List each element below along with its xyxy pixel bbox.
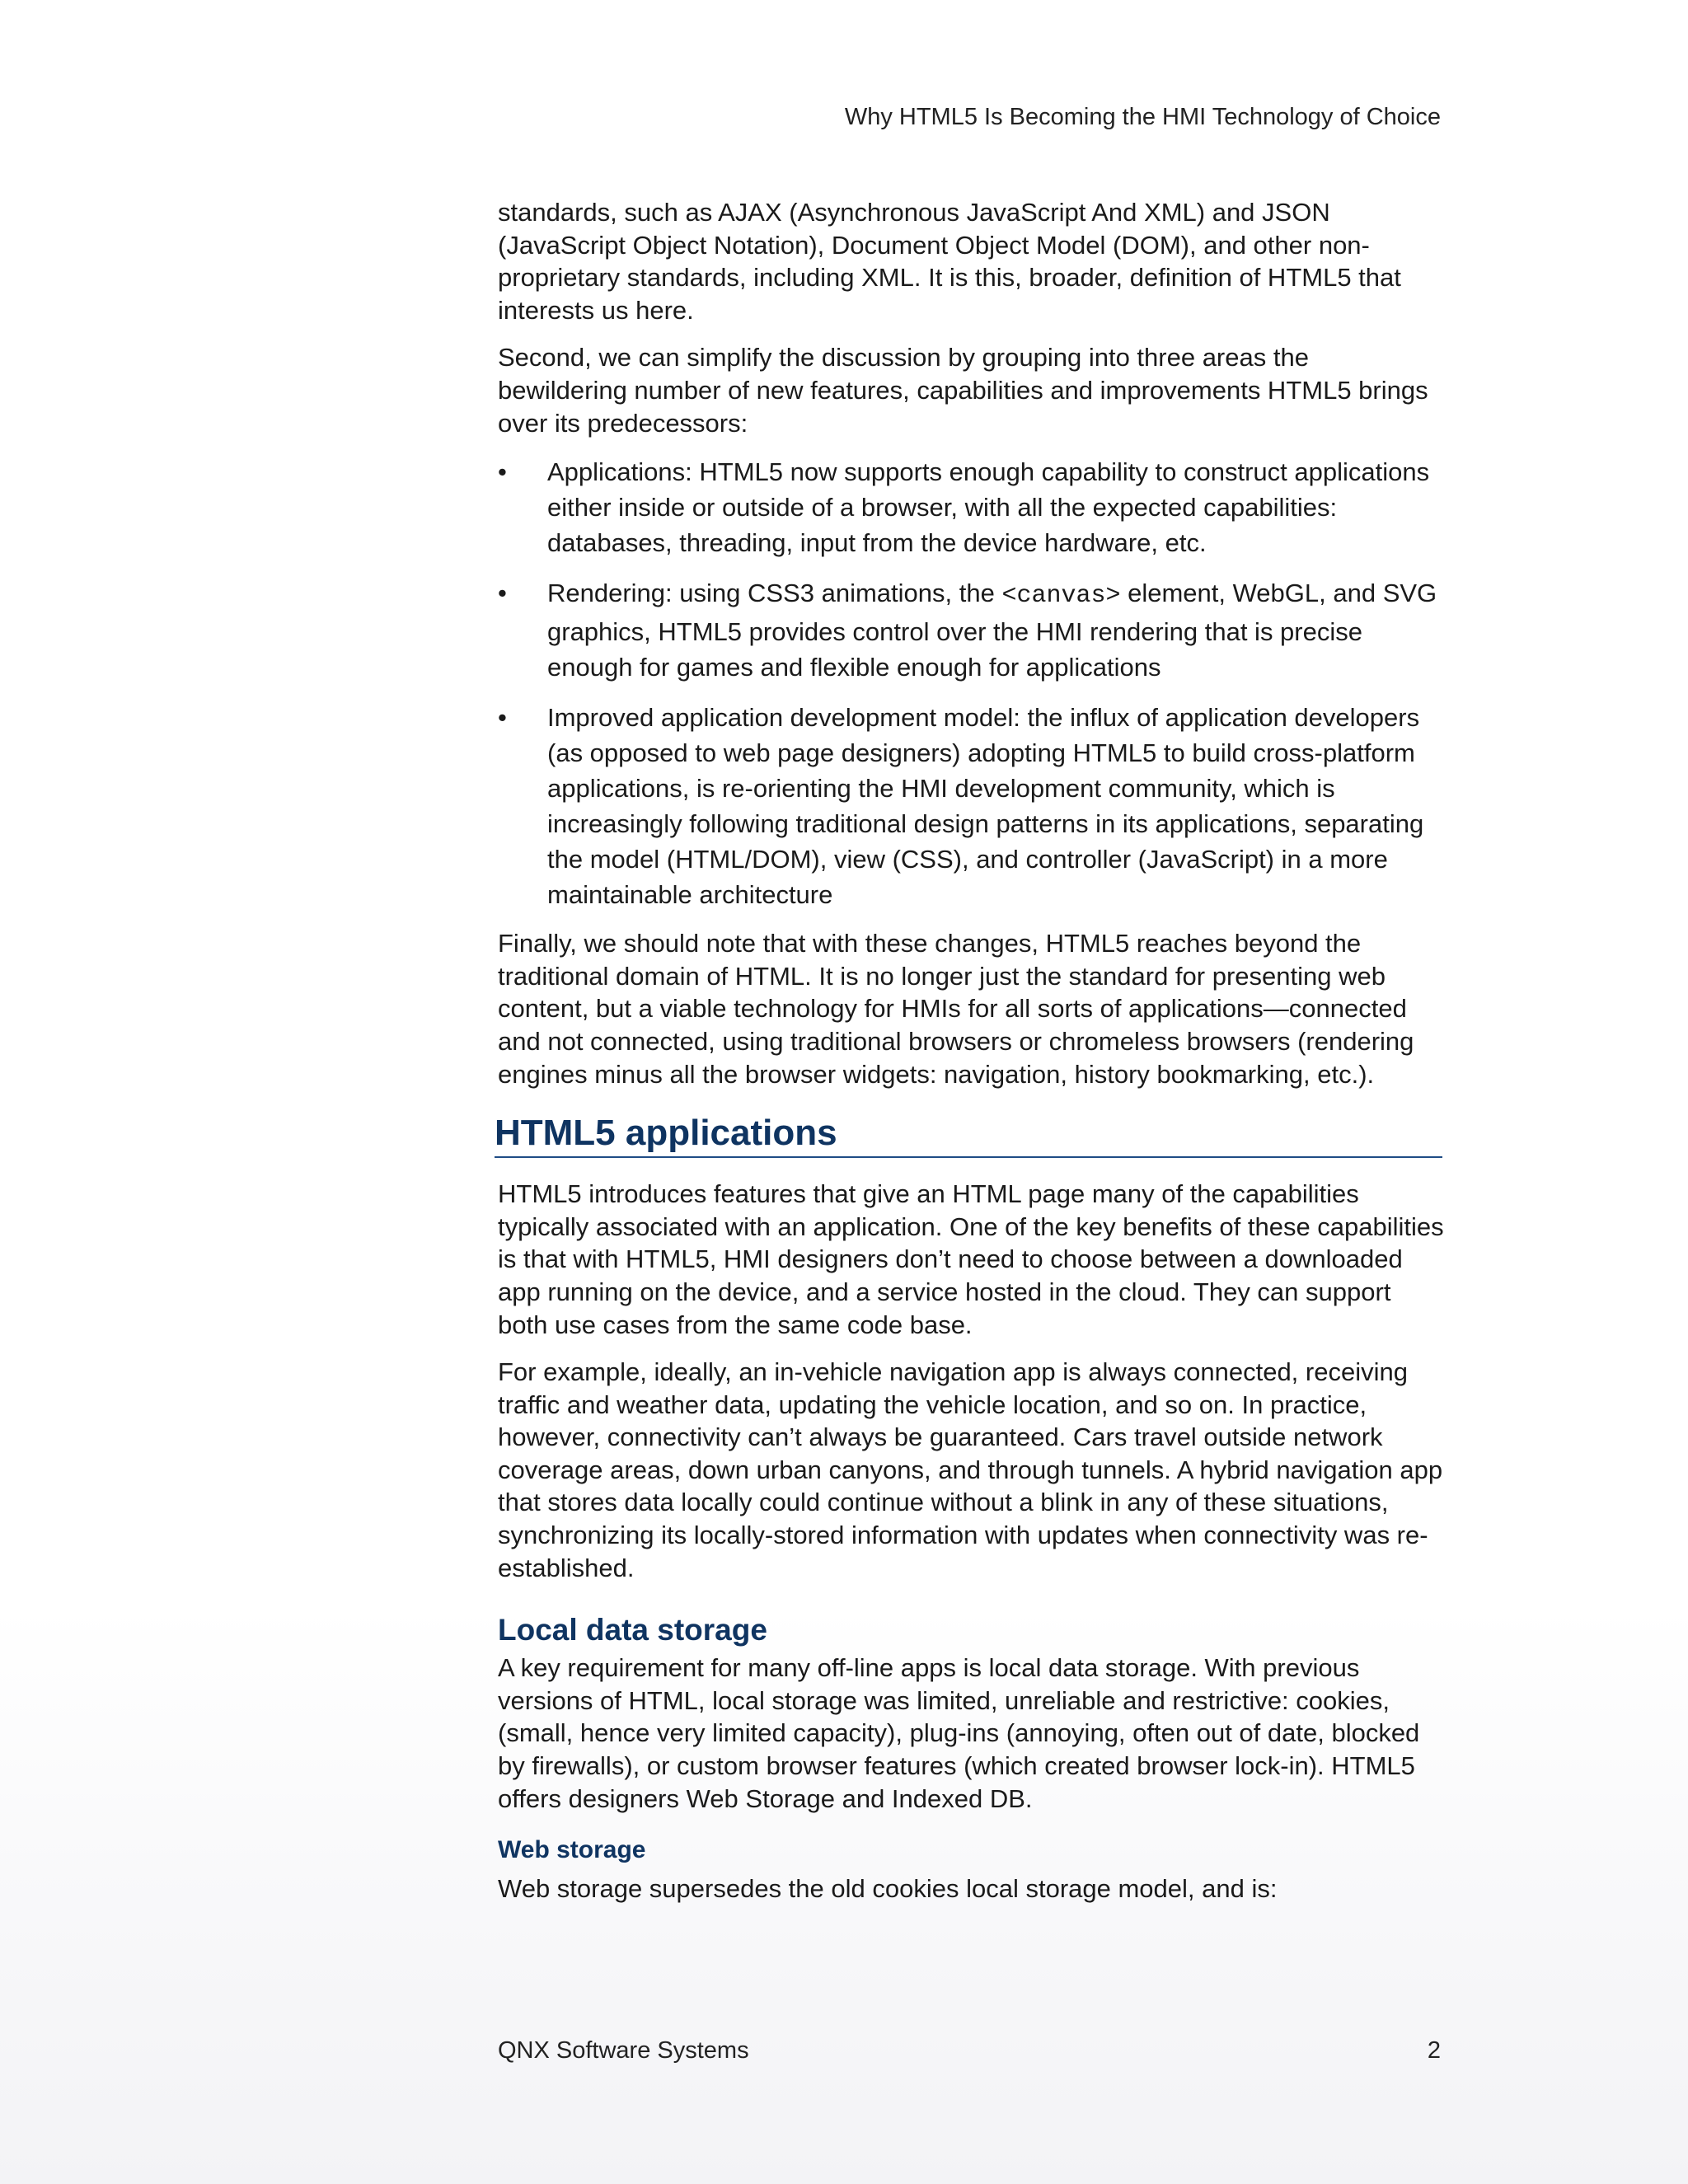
heading-web-storage: Web storage [498, 1836, 646, 1864]
list-item-applications [498, 454, 1444, 560]
paragraph-standards: standards, such as AJAX (Asynchronous JavaScript And XML) and JSON (JavaScript Object Notation), Document Object Model (DOM), and other non-proprietary standards, including XML. It is this, broader, definition of HTML5 that interests us here. [498, 198, 1401, 325]
canvas-code: <canvas> [1001, 582, 1121, 611]
paragraph-three-areas: Second, we can simplify the discussion by grouping into three areas the bewildering number of new features, capabilities and improvements HTML5 brings over its predecessors: [498, 343, 1428, 438]
paragraph-finally: Finally, we should note that with these changes, HTML5 reaches beyond the traditional domain of HTML. It is no longer just the standard for presenting web content, but a viable technology for HMIs for all sorts of applications—connected and not connected, using traditional browsers or chromeless browsers (rendering engines minus all the browser widgets: navigation, history bookmarking, etc.). [498, 929, 1414, 1089]
heading-local-data-storage: Local data storage [498, 1613, 767, 1647]
heading-html5-applications: HTML5 applications [495, 1112, 1442, 1158]
paragraph-web-storage: Web storage supersedes the old cookies local storage model, and is: [498, 1874, 1278, 1904]
paragraph-navigation-example: For example, ideally, an in-vehicle navigation app is always connected, receiving traffic and weather data, updating the vehicle location, and so on. In practice, however, connectivity can’t always be guaranteed. Cars travel outside network coverage areas, down urban canyons, and through tunnels. A hybrid navigation app that stores data locally could continue without a blink in any of these situations, synchronizing its locally-stored information with updates when connectivity was re-established. [498, 1357, 1443, 1582]
list-item-rendering [498, 575, 1444, 685]
bullet-icon: • [498, 457, 507, 487]
list-item-text-start: Rendering: using CSS3 animations, the [547, 579, 1002, 608]
paragraph-local-storage: A key requirement for many off-line apps is local data storage. With previous versions of HTML, local storage was limited, unreliable and restrictive: cookies, (small, hence very limited capacity), plug-ins (annoying, often out of date, blocked by firewalls), or custom browser features (which created browser lock-in). HTML5 offers designers Web Storage and Indexed DB. [498, 1653, 1420, 1813]
body-content [495, 196, 1444, 1920]
list-item-text: Improved application development model: the influx of application developers (as opposed to web page designers) adopting HTML5 to build cross-platform applications, is re-orienting the HMI development community, which is increasingly following traditional design patterns in its applications, separating the model (HTML/DOM), view (CSS), and controller (JavaScript) in a more maintainable architecture [547, 703, 1424, 910]
running-header: Why HTML5 Is Becoming the HMI Technology of Choice [844, 104, 1441, 130]
feature-list [498, 454, 1444, 912]
bullet-icon: • [498, 579, 507, 608]
bullet-icon: • [498, 703, 507, 733]
page-number: 2 [1427, 2037, 1441, 2064]
list-item-text: Applications: HTML5 now supports enough capability to construct applications either inside or outside of a browser, with all the expected capabilities: databases, threading, input from the device hardware, etc. [547, 457, 1430, 558]
paragraph-html5-intro: HTML5 introduces features that give an HTML page many of the capabilities typically associated with an application. One of the key benefits of these capabilities is that with HTML5, HMI designers don’t need to choose between a downloaded app running on the device, and a service hosted in the cloud. They can support both use cases from the same code base. [498, 1179, 1444, 1339]
footer-company: QNX Software Systems [498, 2037, 749, 2064]
list-item-dev-model [498, 700, 1444, 912]
list-item-text-end: element, WebGL, and SVG graphics, HTML5 provides control over the HMI rendering that is precise enough for games and flexible enough for applications [547, 579, 1437, 682]
